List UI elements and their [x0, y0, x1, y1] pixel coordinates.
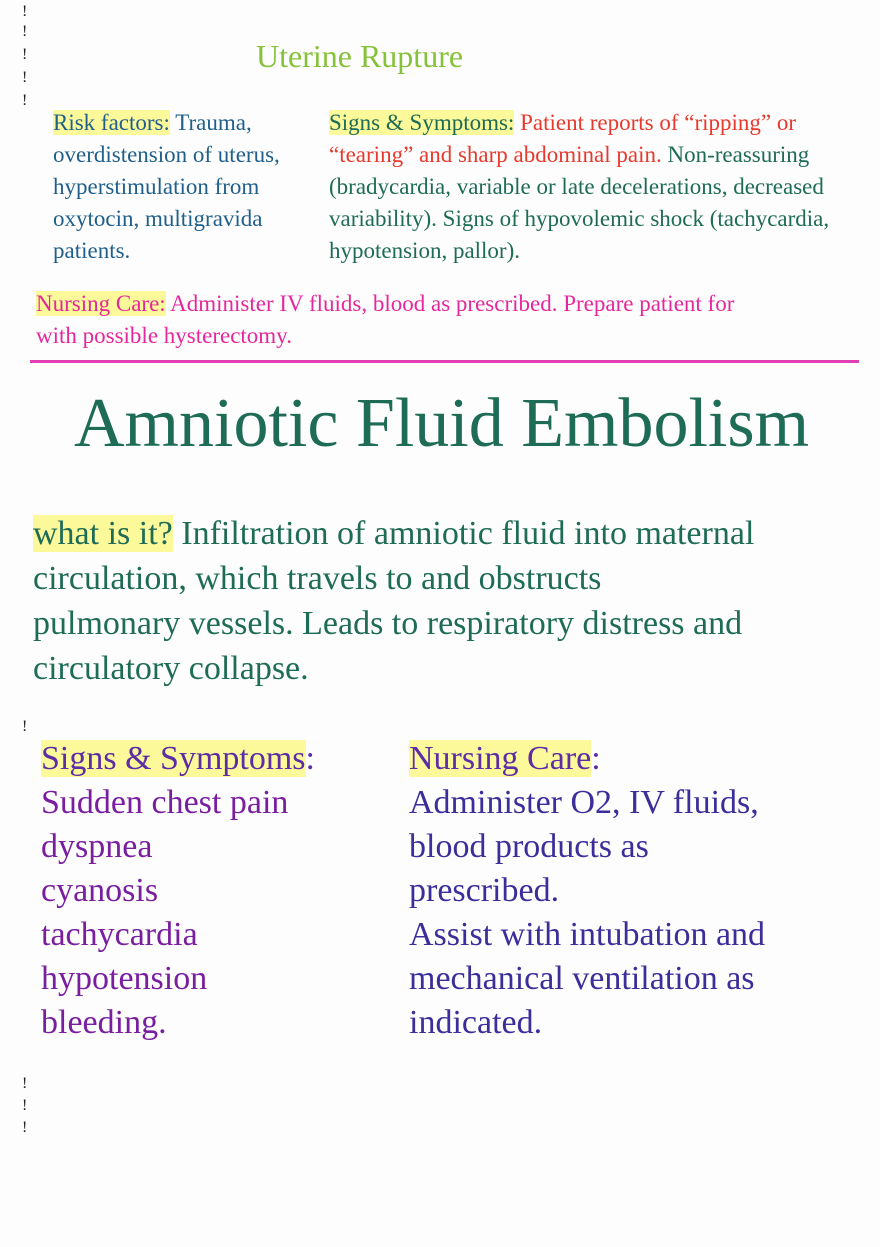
ur-nursing-line: with possible hysterectomy.: [36, 323, 292, 348]
risk-line: hyperstimulation from: [53, 174, 260, 199]
afe-sign-item: bleeding.: [41, 1004, 167, 1041]
afe-definition-block: [33, 511, 754, 691]
ur-nursing-label: Nursing Care:: [36, 291, 166, 316]
risk-line: overdistension of uterus,: [53, 142, 280, 167]
section-divider: [30, 360, 859, 363]
afe-nursing-block: [409, 737, 765, 1045]
afe-what-line: pulmonary vessels. Leads to respiratory distress and: [33, 605, 743, 642]
afe-nursing-line: prescribed.: [409, 872, 560, 909]
risk-factors-block: [53, 107, 280, 267]
margin-mark: !: [22, 92, 28, 109]
afe-nursing-line: Assist with intubation and: [409, 916, 766, 953]
afe-nursing-line: indicated.: [409, 1004, 543, 1041]
afe-nursing-line: blood products as: [409, 828, 649, 865]
ur-signs-label: Signs & Symptoms:: [329, 110, 515, 135]
ur-signs-line: hypotension, pallor).: [329, 238, 520, 263]
margin-mark: !: [22, 3, 28, 20]
risk-factors-label: Risk factors:: [53, 110, 170, 135]
ur-signs-text: Patient reports of “ripping” or: [514, 110, 796, 135]
afe-nursing-line: Administer O2, IV fluids,: [409, 784, 759, 821]
afe-sign-item: Sudden chest pain: [41, 784, 289, 821]
ur-nursing-text: Administer IV fluids, blood as prescribed. Prepare patient for: [165, 291, 735, 316]
afe-what-label: what is it?: [33, 515, 173, 552]
afe-what-line: circulatory collapse.: [33, 650, 309, 687]
margin-mark: !: [22, 1075, 28, 1092]
risk-line: oxytocin, multigravida: [53, 206, 263, 231]
afe-sign-item: dyspnea: [41, 828, 153, 865]
afe-signs-colon: :: [305, 740, 315, 777]
risk-line: patients.: [53, 238, 131, 263]
afe-what-line: circulation, which travels to and obstructs: [33, 560, 602, 597]
afe-signs-label: Signs & Symptoms: [41, 740, 306, 777]
afe-sign-item: cyanosis: [41, 872, 159, 909]
afe-sign-item: hypotension: [41, 960, 208, 997]
afe-nursing-line: mechanical ventilation as: [409, 960, 755, 997]
uterine-rupture-title: Uterine Rupture: [256, 38, 464, 74]
margin-mark: !: [22, 1097, 28, 1114]
risk-line: Trauma,: [169, 110, 252, 135]
ur-signs-line: (bradycardia, variable or late decelerations, decreased: [329, 174, 824, 199]
margin-mark: !: [22, 46, 28, 63]
afe-nursing-colon: :: [591, 740, 601, 777]
ur-signs-text: “tearing” and sharp abdominal pain.: [329, 142, 662, 167]
margin-mark: !: [22, 1119, 28, 1136]
afe-what-text: Infiltration of amniotic fluid into maternal: [172, 515, 755, 552]
ur-signs-line: variability). Signs of hypovolemic shock (tachycardia,: [329, 206, 830, 231]
margin-mark: !: [22, 23, 28, 40]
ur-signs-text: Non-reassuring: [661, 142, 810, 167]
margin-mark: !: [22, 718, 28, 735]
afe-title: Amniotic Fluid Embolism: [74, 385, 810, 462]
ur-signs-block: [329, 107, 829, 267]
afe-sign-item: tachycardia: [41, 916, 198, 953]
afe-nursing-label: Nursing Care: [409, 740, 592, 777]
afe-signs-block: [41, 737, 315, 1045]
margin-mark: !: [22, 69, 28, 86]
ur-nursing-block: [36, 288, 734, 352]
